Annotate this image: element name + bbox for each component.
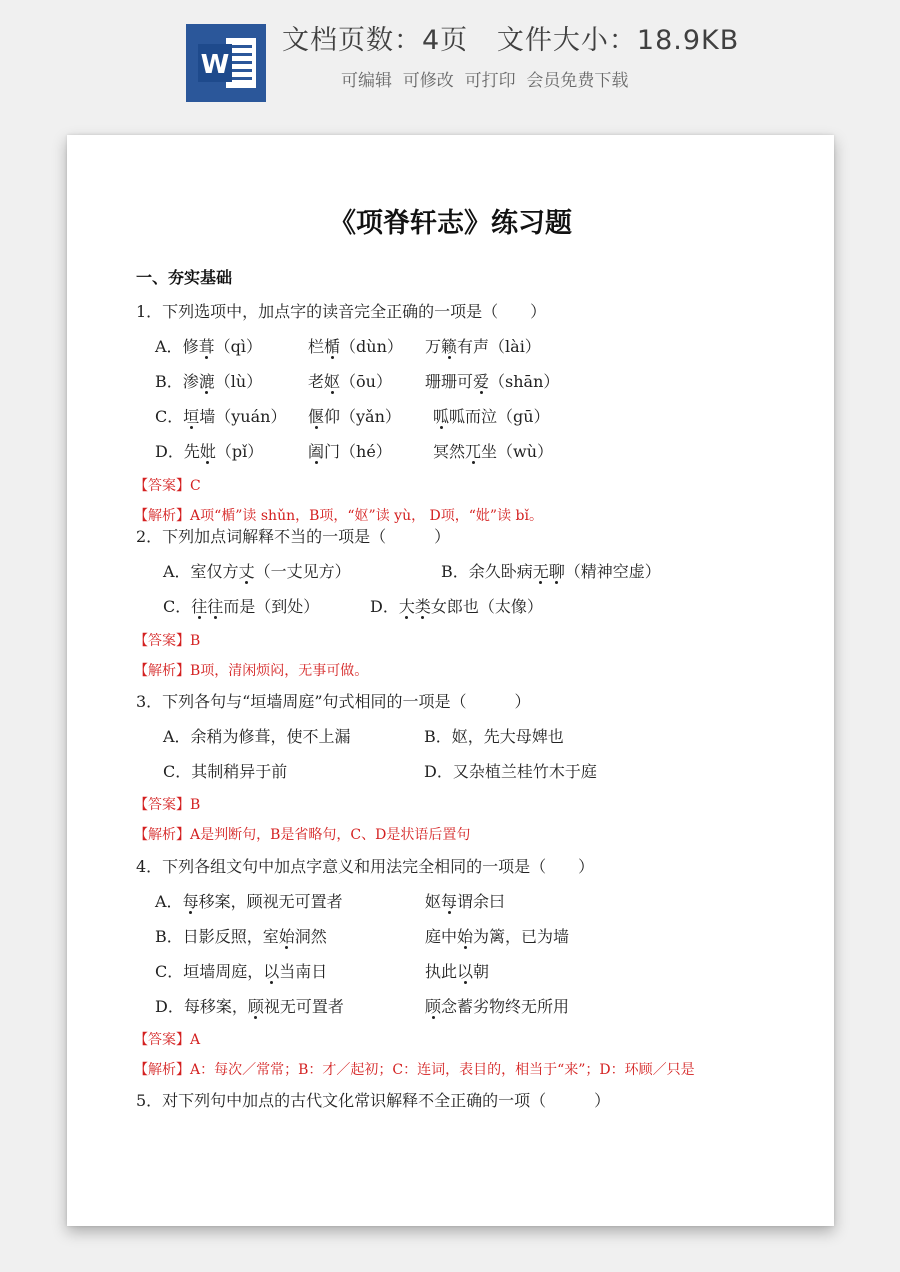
question-5-stem: 5．对下列句中加点的古代文化常识解释不全正确的一项（ ） — [136, 1091, 611, 1110]
question-3-answer: 【答案】B — [134, 797, 201, 813]
question-1-option-b: B．渗漉（lù） 老妪（ōu） 珊珊可爱（shān） — [155, 372, 560, 391]
file-info-subtitle: 可编辑 可修改 可打印 会员免费下载 — [341, 71, 629, 91]
question-4-analysis: 【解析】A：每次／常常；B：才／起初；C：连词，表目的，相当于“来”；D：环顾／只是 — [134, 1062, 695, 1078]
question-3-option-c: C．其制稍异于前 — [163, 762, 288, 781]
question-1-option-a: A．修葺（qì） 栏楯（dùn） 万籁有声（lài） — [155, 337, 541, 356]
question-4-option-a-left: A．每移案，顾视无可置者 — [155, 892, 343, 911]
section-heading: 一、夯实基础 — [136, 268, 233, 287]
question-3-option-a: A．余稍为修葺，使不上漏 — [163, 727, 351, 746]
question-1-answer: 【答案】C — [134, 478, 201, 494]
question-2-option-b: B．余久卧病无聊（精神空虚） — [441, 562, 661, 581]
svg-text:W: W — [200, 50, 230, 80]
question-4-option-d-left: D．每移案，顾视无可置者 — [155, 997, 344, 1016]
question-1-analysis: 【解析】A项“楯”读 shǔn，B项，“妪”读 yù， D项，“妣”读 bǐ。 — [134, 508, 543, 524]
question-2-option-a: A．室仅方丈（一丈见方） — [163, 562, 351, 581]
question-3-option-b: B．妪，先大母婢也 — [424, 727, 564, 746]
question-4-option-b-right: 庭中始为篱，已为墙 — [425, 927, 570, 946]
question-1-option-d: D．先妣（pǐ） 阖门（hé） 冥然兀坐（wù） — [155, 442, 554, 461]
question-2-option-d: D．大类女郎也（太像） — [370, 597, 543, 616]
question-3-analysis: 【解析】A是判断句，B是省略句，C、D是状语后置句 — [134, 827, 471, 843]
question-4-stem: 4．下列各组文句中加点字意义和用法完全相同的一项是（ ） — [136, 857, 595, 876]
question-4-option-b-left: B．日影反照，室始洞然 — [155, 927, 327, 946]
question-3-option-d: D．又杂植兰桂竹木于庭 — [424, 762, 597, 781]
question-1-stem: 1．下列选项中，加点字的读音完全正确的一项是（ ） — [136, 302, 547, 321]
question-3-stem: 3．下列各句与“垣墙周庭”句式相同的一项是（ ） — [136, 692, 531, 711]
word-document-icon — [186, 24, 266, 102]
header — [0, 0, 900, 120]
question-4-option-a-right: 妪每谓余曰 — [425, 892, 506, 911]
question-4-option-c-left: C．垣墙周庭，以当南日 — [155, 962, 328, 981]
question-2-option-c: C．往往而是（到处） — [163, 597, 320, 616]
document-title: 《项脊轩志》练习题 — [329, 208, 572, 239]
question-4-answer: 【答案】A — [134, 1032, 201, 1048]
document-page — [67, 135, 834, 1226]
question-2-answer: 【答案】B — [134, 633, 201, 649]
file-info-title: 文档页数：4页 文件大小：18.9KB — [282, 25, 740, 56]
question-4-option-d-right: 顾念蓄劣物终无所用 — [425, 997, 570, 1016]
question-2-analysis: 【解析】B项，清闲烦闷，无事可做。 — [134, 663, 369, 679]
question-2-stem: 2．下列加点词解释不当的一项是（ ） — [136, 527, 451, 546]
question-4-option-c-right: 执此以朝 — [425, 962, 490, 981]
question-1-option-c: C．垣墙（yuán） 偃仰（yǎn） 呱呱而泣（gū） — [155, 407, 550, 426]
